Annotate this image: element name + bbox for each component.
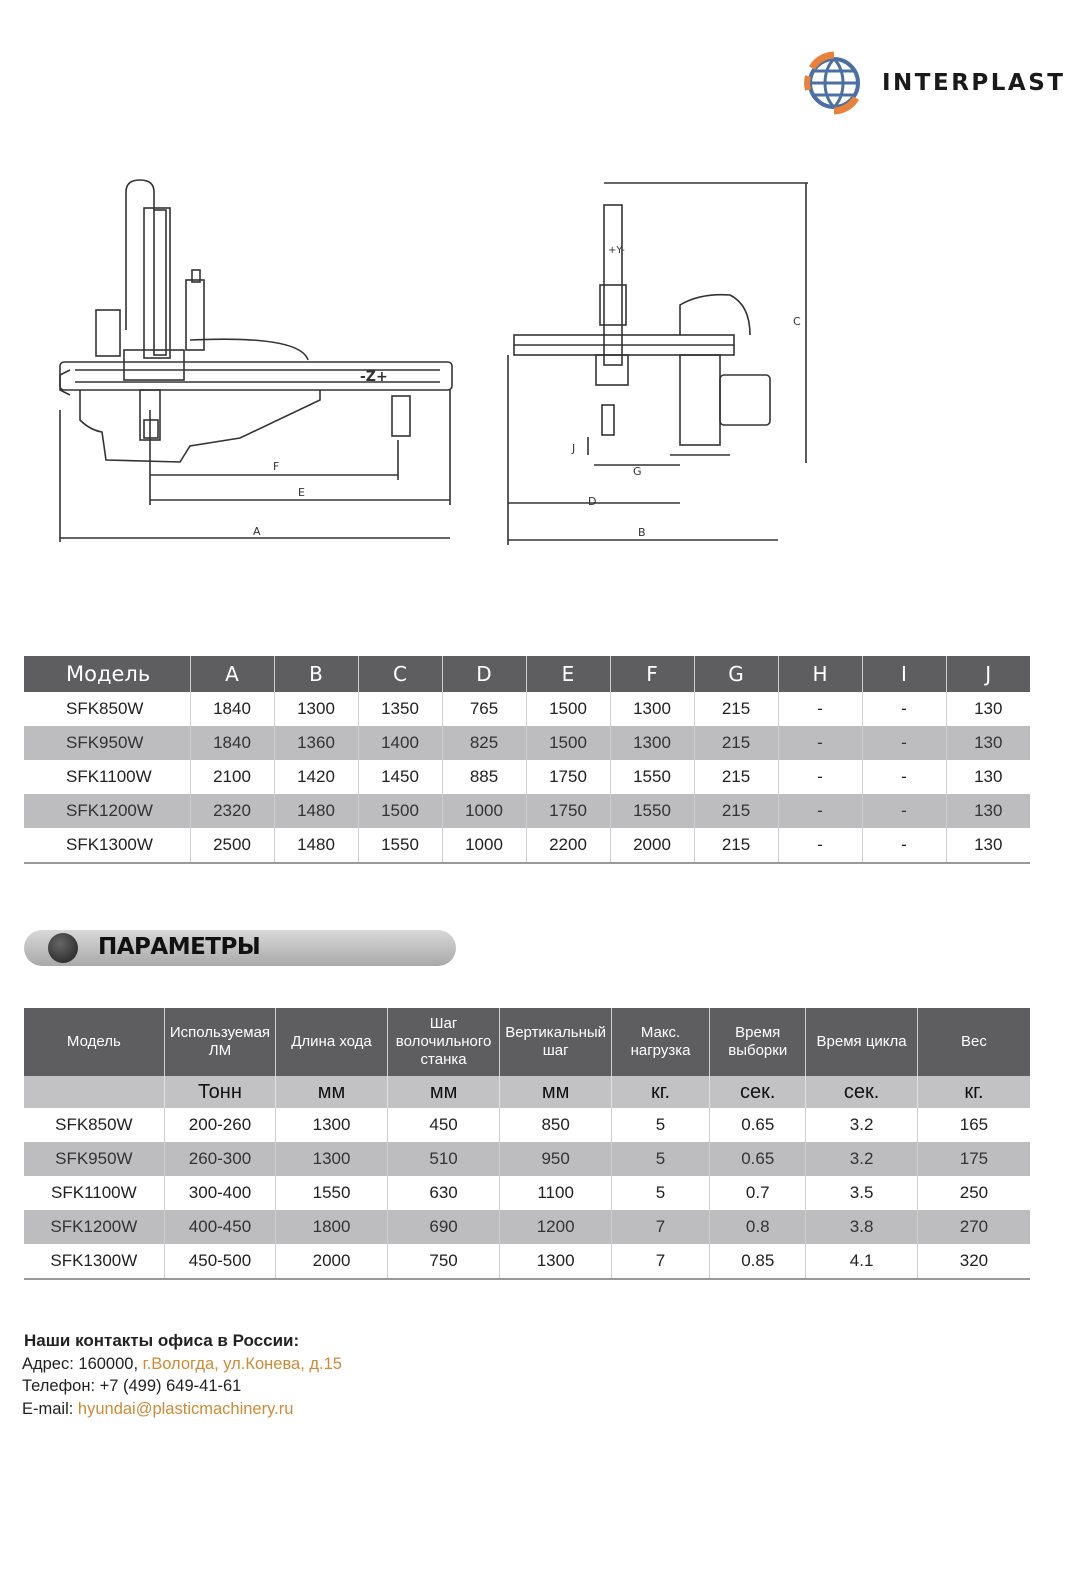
unit-cell: сек. (710, 1076, 806, 1108)
table-cell: 165 (959, 1115, 989, 1134)
dim-label-j: J (572, 442, 576, 455)
contacts-block (22, 1330, 342, 1420)
table-row (24, 794, 1030, 828)
table-cell: 630 (387, 1176, 500, 1210)
table-row (24, 1176, 1030, 1210)
section-header (24, 930, 456, 966)
header-cell: Модель (24, 656, 190, 692)
model-cell: SFK850W (24, 1108, 164, 1142)
table-cell: - (862, 828, 946, 863)
table-cell: 2320 (190, 794, 274, 828)
table-row (24, 1210, 1030, 1244)
header-cell: E (526, 656, 610, 692)
table-cell: 0.8 (710, 1210, 806, 1244)
table-cell: 1750 (526, 760, 610, 794)
parameters-table (24, 1008, 1030, 1280)
table-cell: 3.2 (806, 1108, 918, 1142)
table-cell: 130 (946, 726, 1030, 760)
table-cell: 1100 (500, 1176, 612, 1210)
table-header-row (24, 656, 1030, 692)
table-cell: 1480 (274, 828, 358, 863)
header-cell: I (862, 656, 946, 692)
table-cell: 1480 (274, 794, 358, 828)
table-cell: 885 (442, 760, 526, 794)
header-cell: Шаг волочильного станка (387, 1008, 500, 1076)
table-cell: - (862, 794, 946, 828)
table-cell: 3.2 (806, 1142, 918, 1176)
header-cell: Модель (24, 1008, 164, 1076)
dimensions-table (24, 656, 1030, 864)
model-cell: SFK1200W (24, 794, 190, 828)
table-cell: 1300 (274, 692, 358, 726)
table-cell: 215 (694, 760, 778, 794)
table-cell: 1300 (610, 726, 694, 760)
header-cell: J (946, 656, 1030, 692)
brand-name: INTERPLAST (882, 70, 1066, 96)
dim-label-f: F (273, 460, 280, 473)
model-cell: SFK1200W (24, 1210, 164, 1244)
table-cell: 825 (442, 726, 526, 760)
address-link[interactable]: г.Вологда, ул.Конева, д.15 (142, 1354, 342, 1373)
unit-cell: мм (500, 1076, 612, 1108)
table-cell: 850 (500, 1108, 612, 1142)
table-cell: - (778, 828, 862, 863)
header-cell: Используемая ЛМ (164, 1008, 276, 1076)
table-cell: 1200 (500, 1210, 612, 1244)
table-cell: 1750 (526, 794, 610, 828)
table-cell: 1550 (276, 1176, 388, 1210)
table-cell: 7 (611, 1210, 709, 1244)
table-cell: 1550 (358, 828, 442, 863)
table-row (24, 760, 1030, 794)
table-cell: 4.1 (806, 1244, 918, 1279)
table-cell: 3.8 (806, 1210, 918, 1244)
table-cell: - (862, 726, 946, 760)
contacts-heading: Наши контакты офиса в России: (24, 1331, 300, 1350)
header-cell: Вертикальный шаг (500, 1008, 612, 1076)
unit-cell (24, 1076, 164, 1108)
unit-cell: мм (387, 1076, 500, 1108)
header-cell: D (442, 656, 526, 692)
table-cell: 2100 (190, 760, 274, 794)
table-cell: 1000 (442, 794, 526, 828)
table-cell: 1350 (358, 692, 442, 726)
table-cell: 750 (387, 1244, 500, 1279)
table-cell: 1840 (190, 726, 274, 760)
table-cell: 2500 (190, 828, 274, 863)
header-cell: Макс. нагрузка (611, 1008, 709, 1076)
address-line (22, 1353, 342, 1376)
table-cell: - (862, 692, 946, 726)
model-cell: SFK950W (24, 1142, 164, 1176)
header-cell: B (274, 656, 358, 692)
table-cell: 950 (500, 1142, 612, 1176)
unit-cell: Тонн (164, 1076, 276, 1108)
table-cell: 1500 (358, 794, 442, 828)
table-cell: 1800 (276, 1210, 388, 1244)
axis-label-y: +Y- (608, 245, 625, 256)
table-cell: 200-260 (164, 1108, 276, 1142)
table-cell: 690 (387, 1210, 500, 1244)
table-cell: 1500 (526, 726, 610, 760)
header-cell: Длина хода (276, 1008, 388, 1076)
table-cell: 2000 (276, 1244, 388, 1279)
table-cell: 1500 (526, 692, 610, 726)
table-row (24, 692, 1030, 726)
table-cell: 215 (694, 828, 778, 863)
header-cell: Время цикла (806, 1008, 918, 1076)
table-cell: 2000 (610, 828, 694, 863)
section-title: ПАРАМЕТРЫ (98, 934, 261, 960)
table-cell: 450-500 (164, 1244, 276, 1279)
table-cell: - (778, 692, 862, 726)
table-cell: 400-450 (164, 1210, 276, 1244)
dim-label-e: E (298, 486, 305, 499)
email-line (22, 1398, 342, 1421)
table-row (24, 828, 1030, 863)
bullet-icon (48, 933, 78, 963)
table-cell: 130 (946, 794, 1030, 828)
table-cell: 1300 (276, 1142, 388, 1176)
brand-logo (800, 50, 1066, 116)
table-cell: 5 (611, 1176, 709, 1210)
dim-label-a: A (253, 525, 261, 538)
axis-label-z: -Z+ (360, 369, 388, 385)
table-cell: 215 (694, 692, 778, 726)
table-cell: 215 (694, 794, 778, 828)
table-cell: 5 (611, 1108, 709, 1142)
front-view-drawing (40, 170, 470, 555)
table-row (24, 1244, 1030, 1279)
table-cell: 1450 (358, 760, 442, 794)
table-cell: 3.5 (806, 1176, 918, 1210)
table-cell: 130 (974, 699, 1003, 718)
table-cell: 1420 (274, 760, 358, 794)
table-cell: - (778, 760, 862, 794)
table-row (24, 1108, 1030, 1142)
table-row (24, 726, 1030, 760)
table-cell: - (778, 726, 862, 760)
side-view-drawing (500, 175, 820, 550)
table-cell: - (862, 760, 946, 794)
dim-label-c: C (793, 315, 801, 328)
table-cell: 260-300 (164, 1142, 276, 1176)
globe-gear-icon (800, 50, 870, 116)
header-cell: G (694, 656, 778, 692)
table-cell: 1400 (358, 726, 442, 760)
table-cell: 510 (387, 1142, 500, 1176)
table-cell: 1550 (610, 760, 694, 794)
unit-cell: кг. (917, 1076, 1030, 1108)
table-cell: 1840 (190, 692, 274, 726)
table-cell: 1550 (610, 794, 694, 828)
unit-cell: кг. (611, 1076, 709, 1108)
header-cell: F (610, 656, 694, 692)
table-cell: 215 (694, 726, 778, 760)
table-cell: 0.65 (710, 1142, 806, 1176)
units-row (24, 1076, 1030, 1108)
table-cell: 5 (611, 1142, 709, 1176)
table-cell: 270 (917, 1210, 1030, 1244)
table-header-row (24, 1008, 1030, 1076)
table-cell: 250 (959, 1183, 989, 1202)
table-cell: 130 (946, 828, 1030, 863)
model-cell: SFK1300W (24, 828, 190, 863)
model-cell: SFK1100W (24, 1176, 164, 1210)
model-cell: SFK950W (24, 726, 190, 760)
phone-line: Телефон: +7 (499) 649-41-61 (22, 1377, 242, 1395)
unit-cell: мм (276, 1076, 388, 1108)
email-link[interactable]: hyundai@plasticmachinery.ru (77, 1399, 294, 1418)
table-cell: 1000 (442, 828, 526, 863)
table-cell: 0.65 (710, 1108, 806, 1142)
header-cell: C (358, 656, 442, 692)
table-cell: - (778, 794, 862, 828)
table-cell: 320 (917, 1244, 1030, 1279)
model-cell: SFK1100W (24, 760, 190, 794)
unit-cell: сек. (806, 1076, 918, 1108)
model-cell: SFK850W (24, 692, 190, 726)
dim-label-d: D (588, 495, 597, 508)
email-label: E-mail: (22, 1399, 78, 1418)
header-cell: H (778, 656, 862, 692)
table-cell: 1300 (610, 692, 694, 726)
table-cell: 7 (611, 1244, 709, 1279)
header-cell: A (190, 656, 274, 692)
header-cell: Время выборки (710, 1008, 806, 1076)
header-cell: Вес (917, 1008, 1030, 1076)
table-cell: 0.7 (710, 1176, 806, 1210)
dim-label-g: G (633, 465, 642, 478)
table-cell: 450 (387, 1108, 500, 1142)
table-cell: 175 (917, 1142, 1030, 1176)
model-cell: SFK1300W (24, 1244, 164, 1279)
table-cell: 1300 (500, 1244, 612, 1279)
address-label: Адрес: 160000, (22, 1354, 143, 1373)
dim-label-b: B (638, 526, 646, 539)
table-cell: 2200 (526, 828, 610, 863)
table-cell: 765 (442, 692, 526, 726)
table-row (24, 1142, 1030, 1176)
table-cell: 130 (974, 767, 1003, 786)
table-cell: 0.85 (710, 1244, 806, 1279)
table-cell: 1300 (276, 1108, 388, 1142)
table-cell: 300-400 (164, 1176, 276, 1210)
table-cell: 1360 (274, 726, 358, 760)
